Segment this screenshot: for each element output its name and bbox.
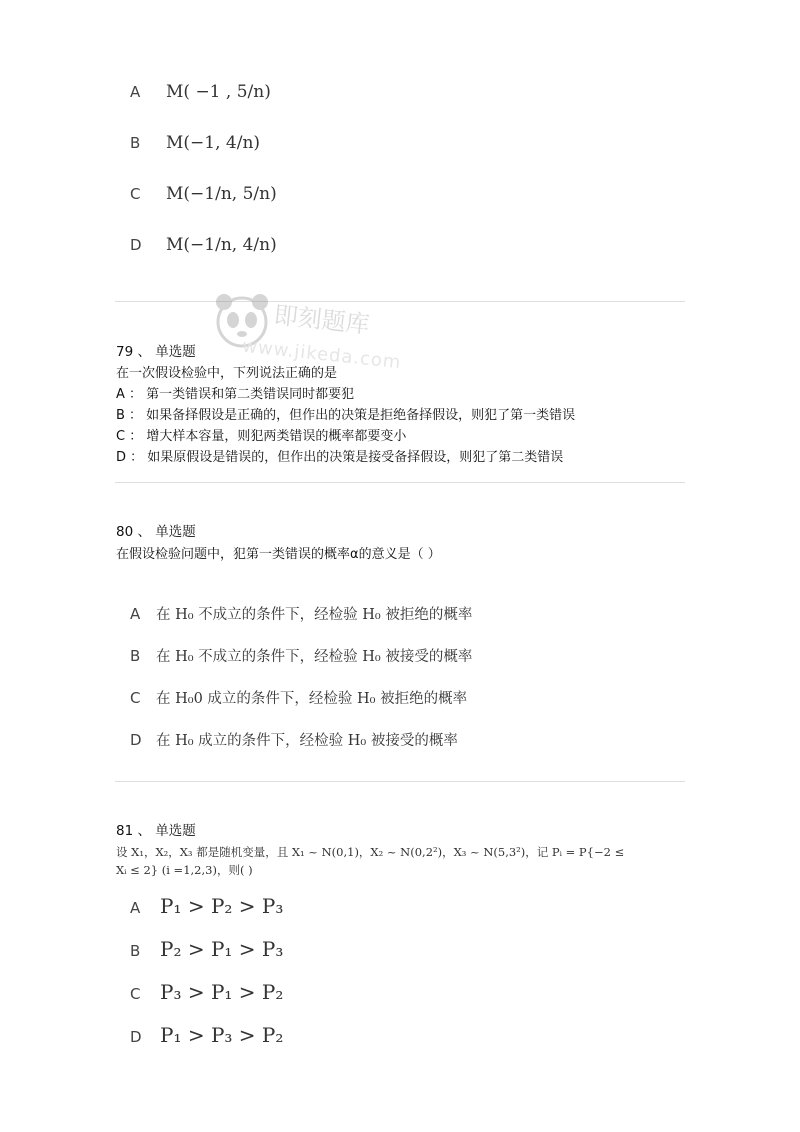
q79-option-c[interactable]: C ： 增大样本容量，则犯两类错误的概率都要变小 <box>116 429 407 444</box>
q80-option-b[interactable] <box>130 645 472 666</box>
option-text: M(−1, 4/n) <box>166 133 261 153</box>
q79-option-a[interactable]: A ： 第一类错误和第二类错误同时都要犯 <box>116 387 355 402</box>
option-text: P₁ > P₂ > P₃ <box>160 894 284 918</box>
divider <box>115 482 685 483</box>
option-letter: B <box>130 647 141 665</box>
q80-stem: 在假设检验问题中，犯第一类错误的概率α的意义是（ ） <box>116 547 441 562</box>
watermark-text: 即刻题库 <box>272 301 371 339</box>
divider <box>115 301 685 302</box>
q81-stem-line-1: 设 X₁，X₂，X₃ 都是随机变量，且 X₁ ~ N(0,1)，X₂ ~ N(0,2²)，X₃ ~ N(5,3²)，记 Pᵢ = P{−2 ≤ <box>116 845 625 859</box>
option-text: 在 H₀ 不成立的条件下，经检验 H₀ 被接受的概率 <box>156 649 473 665</box>
q81-header: 81 、 单选题 <box>116 823 196 839</box>
option-text: M(−1/n, 4/n) <box>166 235 277 255</box>
option-text: M( −1 , 5/n) <box>166 82 271 102</box>
q81-option-b[interactable] <box>130 937 283 961</box>
q81-option-a[interactable] <box>130 894 283 918</box>
option-text: 在 H₀0 成立的条件下，经检验 H₀ 被拒绝的概率 <box>156 691 468 707</box>
q78-option-a[interactable] <box>130 82 271 102</box>
option-letter: A <box>130 899 141 917</box>
q80-header: 80 、 单选题 <box>116 524 196 540</box>
option-letter: B <box>130 942 141 960</box>
option-text: 在 H₀ 不成立的条件下，经检验 H₀ 被拒绝的概率 <box>156 607 473 623</box>
q81-option-c[interactable] <box>130 980 283 1004</box>
option-text: P₃ > P₁ > P₂ <box>160 980 284 1004</box>
q81-option-d[interactable] <box>130 1023 283 1047</box>
option-letter: B <box>130 134 141 152</box>
option-letter: A <box>130 83 141 101</box>
option-letter: D <box>130 1028 142 1046</box>
watermark-url: www.jikeda.com <box>241 335 403 374</box>
option-text: 在 H₀ 成立的条件下，经检验 H₀ 被接受的概率 <box>156 733 458 749</box>
option-letter: C <box>130 985 141 1003</box>
divider <box>115 781 685 782</box>
option-text: P₁ > P₃ > P₂ <box>160 1023 284 1047</box>
option-letter: C <box>130 689 141 707</box>
q78-option-d[interactable] <box>130 235 277 255</box>
q80-option-c[interactable] <box>130 687 467 708</box>
q80-option-d[interactable] <box>130 729 458 750</box>
q79-stem: 在一次假设检验中，下列说法正确的是 <box>116 366 338 381</box>
q78-option-b[interactable] <box>130 133 260 153</box>
option-letter: D <box>130 731 142 749</box>
panda-logo-icon <box>212 288 272 358</box>
option-letter: D <box>130 236 142 254</box>
q79-option-b[interactable]: B ： 如果备择假设是正确的，但作出的决策是拒绝备择假设，则犯了第一类错误 <box>116 408 576 423</box>
option-letter: A <box>130 605 141 623</box>
option-text: M(−1/n, 5/n) <box>166 184 277 204</box>
q79-option-d[interactable]: D ： 如果原假设是错误的，但作出的决策是接受备择假设，则犯了第二类错误 <box>116 450 564 465</box>
option-text: P₂ > P₁ > P₃ <box>160 937 284 961</box>
q80-option-a[interactable] <box>130 603 472 624</box>
option-letter: C <box>130 185 141 203</box>
q81-stem-line-2: Xᵢ ≤ 2} (i =1,2,3)，则( ) <box>116 863 253 877</box>
q79-header: 79 、 单选题 <box>116 344 196 360</box>
q78-option-c[interactable] <box>130 184 277 204</box>
